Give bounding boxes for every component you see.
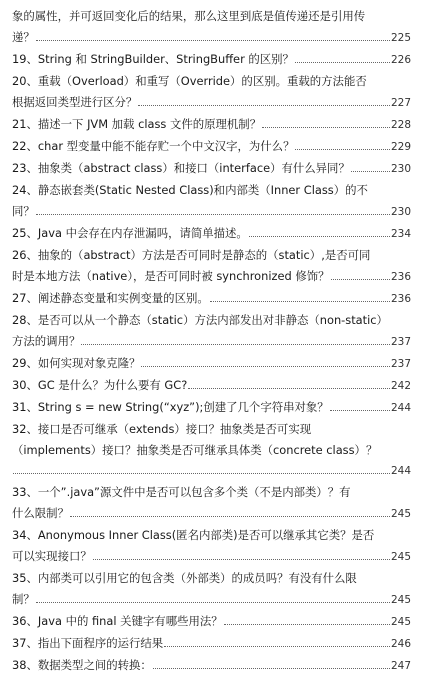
toc-page-number: 247 bbox=[390, 660, 411, 672]
toc-page-number: 244 bbox=[390, 465, 411, 477]
toc-entry-text: 制？ bbox=[12, 592, 35, 606]
toc-entry[interactable] bbox=[12, 245, 411, 288]
toc-entry-last-line bbox=[12, 114, 411, 136]
toc-entry-last-line bbox=[12, 461, 411, 482]
toc-entry-last-line bbox=[12, 353, 411, 375]
toc-entry-last-line bbox=[12, 201, 411, 223]
toc-entry-text: 24、静态嵌套类(Static Nested Class)和内部类（Inner Class）的不 bbox=[12, 183, 368, 197]
toc-entry-text: 可以实现接口？ bbox=[12, 549, 92, 563]
toc-entry-text: 27、阐述静态变量和实例变量的区别。 bbox=[12, 291, 209, 305]
dot-leader bbox=[138, 105, 390, 106]
toc-entry[interactable] bbox=[12, 114, 411, 136]
toc-entry-text: 同？ bbox=[12, 204, 35, 218]
dot-leader bbox=[36, 602, 390, 603]
toc-entry-last-line bbox=[12, 49, 411, 71]
toc-entry-last-line bbox=[12, 223, 411, 245]
toc-entry-last-line bbox=[12, 503, 411, 525]
dot-leader bbox=[249, 236, 390, 237]
dot-leader bbox=[36, 214, 390, 215]
toc-page-number: 229 bbox=[390, 141, 411, 153]
toc-entry-text: 时是本地方法（native），是否可同时被 synchronized 修饰？ bbox=[12, 269, 330, 283]
toc-entry[interactable] bbox=[12, 633, 411, 655]
toc-entry[interactable] bbox=[12, 180, 411, 223]
toc-page-number: 230 bbox=[390, 163, 411, 175]
toc-entry-last-line bbox=[12, 136, 411, 158]
toc-page-number: 234 bbox=[390, 228, 411, 240]
toc-entry[interactable] bbox=[12, 223, 411, 245]
dot-leader bbox=[93, 559, 390, 560]
toc-entry-last-line bbox=[12, 266, 411, 288]
dot-leader bbox=[13, 473, 390, 474]
toc-entry[interactable] bbox=[12, 310, 411, 353]
toc-entry[interactable] bbox=[12, 6, 411, 49]
toc-entry-text: （implements）接口？抽象类是否可继承具体类（concrete class）？ bbox=[12, 443, 378, 457]
toc-entry-text: 根据返回类型进行区分？ bbox=[12, 95, 138, 109]
toc-page-number: 245 bbox=[390, 551, 411, 563]
toc-entry[interactable] bbox=[12, 158, 411, 180]
toc-entry[interactable] bbox=[12, 397, 411, 419]
toc-entry-last-line bbox=[12, 397, 411, 419]
dot-leader bbox=[81, 344, 390, 345]
dot-leader bbox=[153, 668, 390, 669]
dot-leader bbox=[70, 516, 390, 517]
toc-entry-last-line bbox=[12, 92, 411, 114]
toc-page-number: 244 bbox=[390, 402, 411, 414]
toc-page-number: 237 bbox=[390, 358, 411, 370]
dot-leader bbox=[295, 149, 389, 150]
toc-page-number: 225 bbox=[390, 32, 411, 44]
toc-page-number: 230 bbox=[390, 206, 411, 218]
toc-entry-text: 36、Java 中的 final 关键字有哪些用法？ bbox=[12, 614, 223, 628]
toc-page-number: 237 bbox=[390, 336, 411, 348]
toc-page-number: 226 bbox=[390, 54, 411, 66]
toc-entry-text: 30、GC 是什么？为什么要有 GC? bbox=[12, 378, 188, 392]
toc-entry[interactable] bbox=[12, 525, 411, 568]
toc-entry-text: 31、String s = new String(“xyz”);创建了几个字符串对象？ bbox=[12, 400, 329, 414]
toc-page-number: 236 bbox=[390, 293, 411, 305]
toc-entry[interactable] bbox=[12, 136, 411, 158]
toc-entry-last-line bbox=[12, 655, 411, 677]
toc-entry-text: 22、char 型变量中能不能存贮一个中文汉字，为什么？ bbox=[12, 139, 295, 153]
toc-entry-text: 38、数据类型之间的转换： bbox=[12, 658, 152, 672]
toc-entry-text: 29、如何实现对象克隆？ bbox=[12, 356, 141, 370]
toc-entry-last-line bbox=[12, 331, 411, 353]
toc-entry-text: 25、Java 中会存在内存泄漏吗，请简单描述。 bbox=[12, 226, 248, 240]
toc-entry-last-line bbox=[12, 546, 411, 568]
toc-entry[interactable] bbox=[12, 611, 411, 633]
toc-entry-text: 34、Anonymous Inner Class(匿名内部类)是否可以继承其它类？是否 bbox=[12, 528, 375, 542]
toc-entry-last-line bbox=[12, 375, 411, 397]
toc-entry[interactable] bbox=[12, 568, 411, 611]
dot-leader bbox=[210, 301, 390, 302]
toc-entry[interactable] bbox=[12, 482, 411, 525]
toc-entry[interactable] bbox=[12, 71, 411, 114]
toc-entry-last-line bbox=[12, 158, 411, 180]
toc-entry-text: 什么限制？ bbox=[12, 506, 69, 520]
dot-leader bbox=[36, 40, 390, 41]
toc-entry-text: 象的属性，并可返回变化后的结果，那么这里到底是值传递还是引用传 bbox=[12, 9, 366, 23]
dot-leader bbox=[224, 624, 390, 625]
toc-entry[interactable] bbox=[12, 419, 411, 482]
dot-leader bbox=[262, 127, 390, 128]
toc-entry-text: 方法的调用？ bbox=[12, 334, 81, 348]
toc-page-number: 236 bbox=[390, 271, 411, 283]
toc-page-number: 228 bbox=[390, 119, 411, 131]
toc-page-number: 245 bbox=[390, 594, 411, 606]
toc-entry-last-line bbox=[12, 589, 411, 611]
toc-entry-text: 33、一个”.java”源文件中是否可以包含多个类（不是内部类）？有 bbox=[12, 485, 351, 499]
toc-entry-text: 32、接口是否可继承（extends）接口？抽象类是否可实现 bbox=[12, 422, 312, 436]
toc-entry-text: 26、抽象的（abstract）方法是否可同时是静态的（static）,是否可同 bbox=[12, 248, 371, 262]
toc-entry-text: 递？ bbox=[12, 30, 35, 44]
toc-entry-last-line bbox=[12, 633, 411, 655]
toc-page-number: 245 bbox=[390, 616, 411, 628]
dot-leader bbox=[351, 171, 390, 172]
toc-page-number: 242 bbox=[390, 380, 411, 392]
dot-leader bbox=[295, 62, 390, 63]
toc-entry[interactable] bbox=[12, 288, 411, 310]
toc-entry[interactable] bbox=[12, 353, 411, 375]
toc-entry-last-line bbox=[12, 611, 411, 633]
toc-page-number: 246 bbox=[390, 638, 411, 650]
toc-entry-last-line bbox=[12, 288, 411, 310]
toc-entry-text: 23、抽象类（abstract class）和接口（interface）有什么异同？ bbox=[12, 161, 350, 175]
dot-leader bbox=[330, 410, 390, 411]
dot-leader bbox=[331, 279, 390, 280]
toc-entry-last-line bbox=[12, 27, 411, 49]
toc-page-number: 227 bbox=[390, 97, 411, 109]
dot-leader bbox=[141, 366, 390, 367]
toc-entry-text: 21、描述一下 JVM 加载 class 文件的原理机制？ bbox=[12, 117, 262, 131]
toc-entry-text: 19、String 和 StringBuilder、StringBuffer 的区别？ bbox=[12, 52, 294, 66]
dot-leader bbox=[164, 646, 390, 647]
toc-entry-text: 37、指出下面程序的运行结果 bbox=[12, 636, 164, 650]
toc-entry[interactable] bbox=[12, 375, 411, 397]
toc-entry-text: 35、内部类可以引用它的包含类（外部类）的成员吗？有没有什么限 bbox=[12, 571, 357, 585]
toc-entry-text: 28、是否可以从一个静态（static）方法内部发出对非静态（non-static） bbox=[12, 313, 388, 327]
toc-entry[interactable] bbox=[12, 49, 411, 71]
dot-leader bbox=[188, 388, 390, 389]
toc-entry-text: 20、重载（Overload）和重写（Override）的区别。重载的方法能否 bbox=[12, 74, 367, 88]
toc-page-number: 245 bbox=[390, 508, 411, 520]
toc-entry[interactable] bbox=[12, 655, 411, 677]
